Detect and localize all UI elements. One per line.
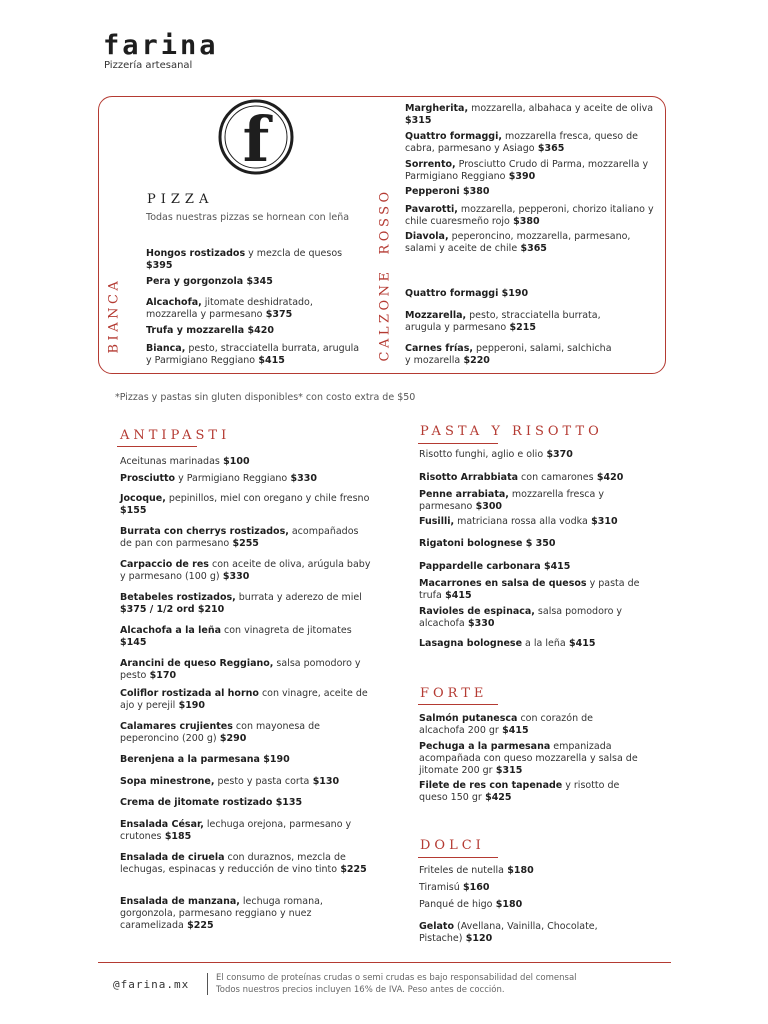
menu-item-description: mozzarella fresca, queso de cabra, parmesano y Asiago — [405, 131, 638, 154]
menu-item-description: y pasta de trufa — [419, 578, 640, 601]
menu-item-name: Burrata con cherrys rostizados, — [120, 526, 289, 537]
menu-item-price: $215 — [506, 322, 536, 333]
menu-item-name: Jocoque, — [120, 493, 166, 504]
menu-item-price: $190 — [498, 288, 529, 299]
menu-item-price: $370 — [543, 449, 573, 460]
menu-item — [419, 606, 649, 630]
menu-item — [146, 343, 361, 367]
menu-item-description: y risotto de queso 150 gr — [419, 780, 620, 803]
menu-item-price: $180 — [503, 865, 534, 876]
menu-item — [419, 713, 641, 737]
menu-item — [419, 741, 641, 777]
antipasti-title: ANTIPASTI — [120, 428, 231, 443]
menu-item — [405, 343, 615, 367]
menu-item-description: mozzarella fresca y parmesano — [419, 489, 604, 512]
menu-item — [146, 248, 361, 272]
menu-item-description: mozzarella, albahaca y aceite de oliva — [468, 103, 654, 114]
menu-item — [120, 754, 372, 766]
menu-item-description: burrata y aderezo de miel — [235, 592, 362, 603]
menu-item-price: $375 / 1/2 ord $210 — [120, 604, 225, 615]
pizza-title: PIZZA — [147, 192, 214, 207]
menu-item-price: $310 — [587, 516, 618, 527]
menu-item-description: jitomate deshidratado, mozzarella y parmesano — [146, 297, 313, 320]
menu-item-name: Alcachofa a la leña — [120, 625, 221, 636]
menu-item — [146, 297, 361, 321]
menu-item-name: Margherita, — [405, 103, 469, 114]
menu-item-price: $415 — [565, 638, 596, 649]
menu-item-name: Pepperoni — [405, 186, 460, 197]
menu-item — [120, 473, 372, 485]
menu-item-description: con duraznos, mezcla de lechugas, espinacas y reducción de vino tinto — [120, 852, 346, 875]
menu-item — [405, 159, 655, 183]
dolci-underline — [418, 857, 498, 858]
menu-item — [419, 882, 639, 894]
menu-item — [419, 780, 641, 804]
menu-item-name: Ensalada de manzana, — [120, 896, 240, 907]
menu-item-name: Penne arrabiata, — [419, 489, 509, 500]
menu-item-description: salsa pomodoro y alcachofa — [419, 606, 623, 629]
menu-item — [419, 638, 649, 650]
menu-item-price: $365 — [517, 243, 547, 254]
menu-item — [120, 852, 372, 876]
menu-item-price: $190 — [175, 700, 206, 711]
menu-item-description: Tiramisú — [419, 882, 460, 893]
menu-item-name: Ravioles de espinaca, — [419, 606, 535, 617]
menu-item — [405, 186, 655, 198]
menu-item — [405, 204, 655, 228]
menu-item-description: empanizada acompañada con queso mozzarella y salsa de jitomate 200 gr — [419, 741, 638, 776]
footer-line-2: Todos nuestros precios incluyen 16% de IVA. Peso antes de cocción. — [216, 985, 505, 995]
menu-item-description: con corazón de alcachofa 200 gr — [419, 713, 594, 736]
brand-name: farina — [103, 30, 219, 61]
footer-separator — [207, 973, 208, 995]
instagram-handle[interactable]: @farina.mx — [113, 978, 190, 991]
menu-item-price: $180 — [492, 899, 523, 910]
footer-line-1: El consumo de proteínas crudas o semi crudas es bajo responsabilidad del comensal — [216, 973, 577, 983]
menu-item-name: Crema de jitomate rostizado — [120, 797, 273, 808]
menu-item — [419, 489, 649, 513]
menu-item-name: Pechuga a la parmesana — [419, 741, 551, 752]
menu-item-price: $135 — [272, 797, 303, 808]
forte-title: FORTE — [420, 686, 488, 701]
menu-item — [405, 310, 615, 334]
calzone-label: CALZONE — [377, 268, 393, 362]
menu-item-price: $415 — [540, 561, 571, 572]
menu-item-description: mozzarella, pepperoni, chorizo italiano y chile cuaresmeño rojo — [405, 204, 654, 227]
menu-item — [146, 325, 361, 337]
menu-item-description: lechuga romana, gorgonzola, parmesano reggiano y nuez caramelizada — [120, 896, 323, 931]
menu-item-description: Risotto funghi, aglio e olio — [419, 449, 544, 460]
menu-item-name: Quattro formaggi — [405, 288, 499, 299]
menu-item — [120, 776, 372, 788]
menu-item — [419, 561, 649, 573]
farina-logo-icon — [201, 97, 311, 175]
menu-item-name: Sorrento, — [405, 159, 456, 170]
menu-item-description: Friteles de nutella — [419, 865, 504, 876]
menu-item — [419, 899, 639, 911]
menu-item-name: Mozzarella, — [405, 310, 467, 321]
menu-item-price: $315 — [405, 115, 432, 126]
rosso-label: ROSSO — [377, 188, 393, 255]
bianca-label: BIANCA — [106, 277, 122, 354]
pasta-title: PASTA Y RISOTTO — [420, 424, 603, 439]
menu-item-description: y Parmigiano Reggiano — [175, 473, 288, 484]
menu-item-description: a la leña — [522, 638, 566, 649]
menu-item — [120, 688, 372, 712]
menu-item-description: pesto, stracciatella burrata, arugula y Parmigiano Reggiano — [146, 343, 360, 366]
menu-item — [120, 797, 372, 809]
menu-item-name: Prosciutto — [120, 473, 176, 484]
menu-item — [419, 472, 649, 484]
menu-item — [419, 516, 649, 528]
menu-item-price: $420 — [244, 325, 274, 336]
menu-item-price: $255 — [229, 538, 259, 549]
menu-item-name: Salmón putanesca — [419, 713, 518, 724]
dolci-title: DOLCI — [420, 838, 485, 853]
menu-item-description: con aceite de oliva, arúgula baby y parmesano (100 g) — [120, 559, 371, 582]
menu-item-price: $300 — [472, 501, 503, 512]
menu-item-description: salsa pomodoro y pesto — [120, 658, 361, 681]
menu-item-name: Diavola, — [405, 231, 449, 242]
menu-item-name: Ensalada de ciruela — [120, 852, 225, 863]
antipasti-underline — [117, 446, 197, 447]
menu-item-name: Fusilli, — [419, 516, 455, 527]
menu-item-description: pepperoni, salami, salchicha y mozarella — [405, 343, 612, 366]
menu-item — [419, 538, 649, 550]
menu-item-price: $330 — [287, 473, 317, 484]
menu-item-price: $155 — [120, 505, 147, 516]
menu-item — [120, 721, 372, 745]
menu-item — [120, 625, 372, 649]
menu-item-price: $ 350 — [522, 538, 556, 549]
menu-item-price: $160 — [459, 882, 490, 893]
menu-item — [120, 526, 372, 550]
menu-item-name: Rigatoni bolognese — [419, 538, 523, 549]
menu-item-description: con vinagreta de jitomates — [221, 625, 352, 636]
menu-item-name: Risotto Arrabbiata — [419, 472, 519, 483]
menu-item-description: pepinillos, miel con oregano y chile fresno — [165, 493, 370, 504]
menu-item-name: Calamares crujientes — [120, 721, 233, 732]
menu-item-price: $395 — [146, 260, 173, 271]
menu-item-name: Filete de res con tapenade — [419, 780, 563, 791]
menu-item — [120, 658, 372, 682]
menu-item-description: Panqué de higo — [419, 899, 493, 910]
menu-item — [120, 559, 372, 583]
menu-item — [120, 896, 372, 932]
menu-item-price: $415 — [255, 355, 285, 366]
footer-disclaimer — [216, 972, 577, 996]
menu-item-price: $330 — [464, 618, 495, 629]
menu-item-price: $380 — [509, 216, 540, 227]
menu-item-price: $220 — [460, 355, 490, 366]
menu-item-name: Trufa y mozzarella — [146, 325, 245, 336]
menu-item-name: Ensalada César, — [120, 819, 204, 830]
menu-item-name: Berenjena a la parmesana — [120, 754, 260, 765]
menu-item-description: con vinagre, aceite de ajo y perejil — [120, 688, 368, 711]
menu-item-name: Bianca, — [146, 343, 186, 354]
forte-underline — [418, 704, 498, 705]
menu-item-price: $100 — [219, 456, 250, 467]
menu-item-description: pesto, stracciatella burrata, arugula y parmesano — [405, 310, 601, 333]
footer-divider — [98, 962, 671, 963]
menu-item-name: Betabeles rostizados, — [120, 592, 236, 603]
menu-item-price: $380 — [459, 186, 490, 197]
menu-item — [419, 449, 649, 461]
menu-item-price: $330 — [219, 571, 250, 582]
menu-item-name: Carnes frías, — [405, 343, 473, 354]
menu-item-name: Gelato — [419, 921, 454, 932]
menu-item-name: Arancini de queso Reggiano, — [120, 658, 274, 669]
menu-item-name: Lasagna bolognese — [419, 638, 523, 649]
menu-item-price: $425 — [481, 792, 512, 803]
menu-item-price: $190 — [259, 754, 290, 765]
menu-item — [120, 493, 372, 517]
menu-item-price: $390 — [505, 171, 536, 182]
logo-letter: f — [242, 103, 270, 175]
menu-item-description: acompañados de pan con parmesano — [120, 526, 359, 549]
menu-item-price: $415 — [498, 725, 529, 736]
menu-item-price: $345 — [243, 276, 273, 287]
menu-item-price: $225 — [337, 864, 367, 875]
menu-item-name: Alcachofa, — [146, 297, 202, 308]
menu-item — [405, 131, 655, 155]
menu-item-description: y mezcla de quesos — [245, 248, 343, 259]
menu-item-name: Hongos rostizados — [146, 248, 246, 259]
menu-item-description: peperoncino, mozzarella, parmesano, salami y aceite de chile — [405, 231, 631, 254]
menu-item-price: $145 — [120, 637, 147, 648]
brand-subtitle: Pizzería artesanal — [104, 60, 193, 71]
menu-item-price: $225 — [183, 920, 214, 931]
menu-item-name: Coliflor rostizada al horno — [120, 688, 259, 699]
menu-item — [419, 865, 639, 877]
menu-item-price: $290 — [216, 733, 247, 744]
menu-item-price: $415 — [441, 590, 472, 601]
menu-item-description: matriciana rossa alla vodka — [454, 516, 588, 527]
menu-item-price: $185 — [161, 831, 192, 842]
menu-item-description: Aceitunas marinadas — [120, 456, 220, 467]
menu-item — [120, 456, 372, 468]
menu-item-description: Prosciutto Crudo di Parma, mozzarella y Parmigiano Reggiano — [405, 159, 649, 182]
menu-item — [146, 276, 361, 288]
menu-item-name: Pappardelle carbonara — [419, 561, 541, 572]
menu-item-name: Macarrones en salsa de quesos — [419, 578, 587, 589]
menu-item-price: $315 — [492, 765, 523, 776]
pasta-underline — [418, 443, 498, 444]
pizza-description: Todas nuestras pizzas se hornean con leña — [146, 212, 350, 223]
menu-item-description: pesto y pasta corta — [214, 776, 310, 787]
menu-item-price: $375 — [262, 309, 293, 320]
menu-item — [120, 592, 372, 616]
menu-item-name: Pera y gorgonzola — [146, 276, 244, 287]
menu-item-price: $365 — [534, 143, 565, 154]
menu-item — [405, 103, 655, 127]
gluten-note: *Pizzas y pastas sin gluten disponibles* con costo extra de $50 — [115, 392, 416, 403]
menu-item-name: Sopa minestrone, — [120, 776, 215, 787]
menu-item-description: lechuga orejona, parmesano y crutones — [120, 819, 352, 842]
menu-item-name: Pavarotti, — [405, 204, 458, 215]
menu-item-name: Quattro formaggi, — [405, 131, 502, 142]
menu-item-description: con mayonesa de peperoncino (200 g) — [120, 721, 321, 744]
menu-item — [405, 288, 615, 300]
menu-item-name: Carpaccio de res — [120, 559, 209, 570]
menu-item — [120, 819, 372, 843]
menu-item-price: $130 — [309, 776, 340, 787]
menu-item-description: (Avellana, Vainilla, Chocolate, Pistache) — [419, 921, 598, 944]
menu-item — [405, 231, 655, 255]
menu-item-price: $170 — [146, 670, 177, 681]
menu-item — [419, 921, 639, 945]
menu-item-description: con camarones — [518, 472, 594, 483]
menu-item — [419, 578, 649, 602]
menu-item-price: $120 — [462, 933, 493, 944]
menu-item-price: $420 — [593, 472, 624, 483]
